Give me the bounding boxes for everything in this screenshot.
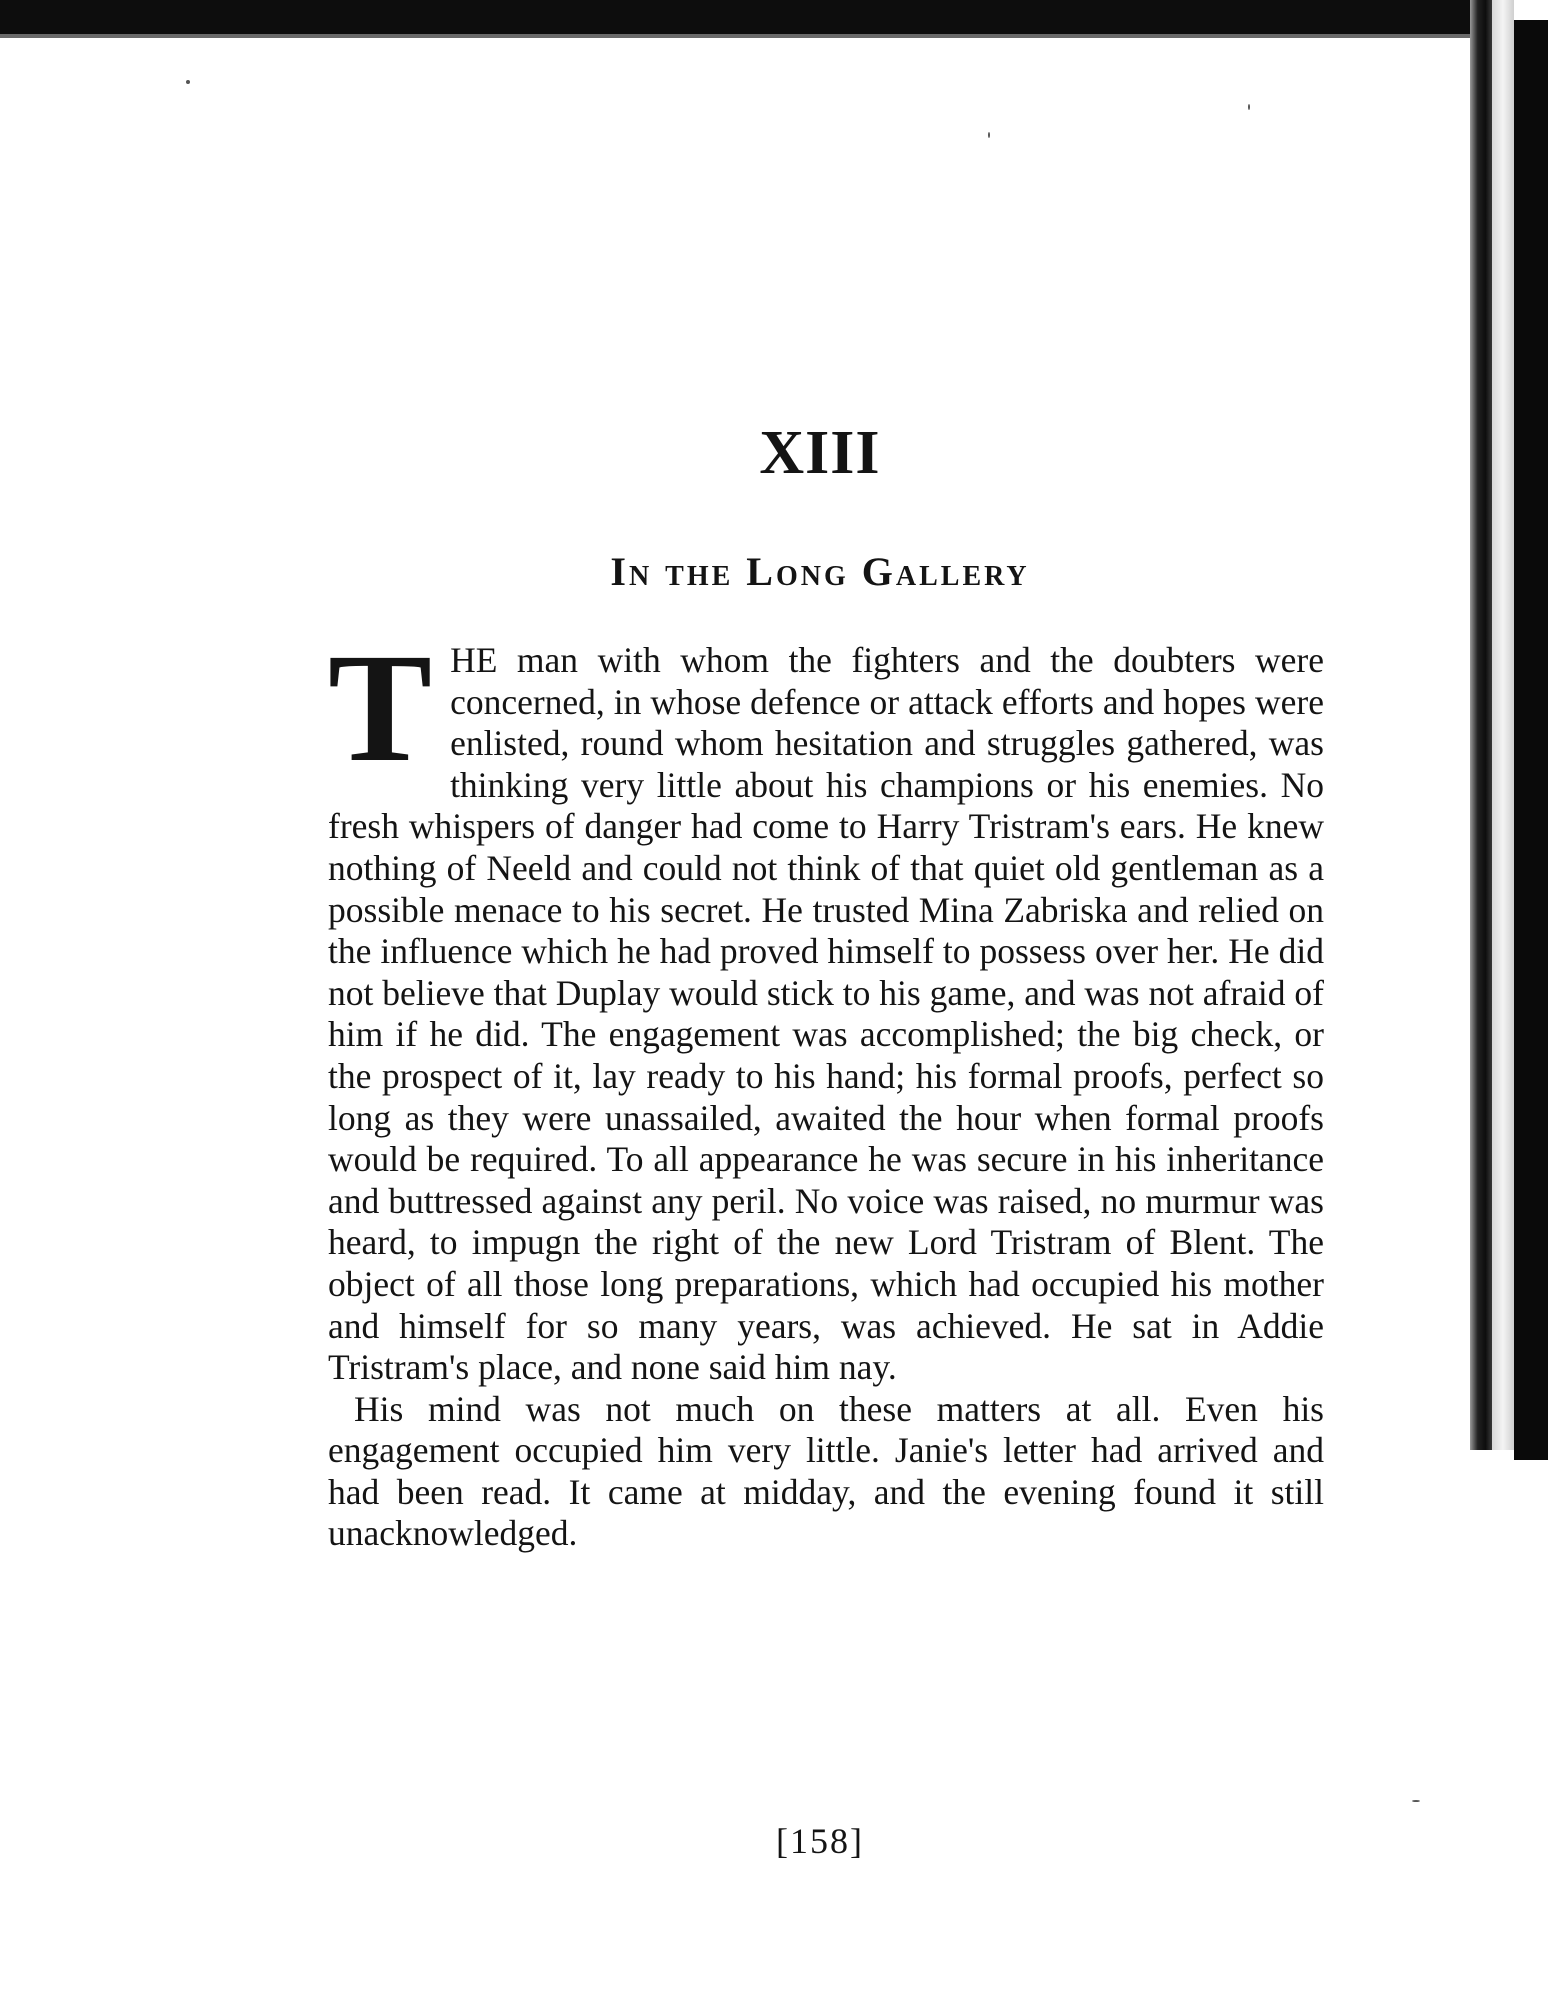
scan-speck bbox=[186, 80, 190, 84]
scan-top-edge bbox=[0, 0, 1470, 34]
paragraph-text: HE man with whom the fighters and the doubters were concerned, in whose defence or attack efforts and hopes were enlisted, round whom hesitation and struggles gathered, was thinking very little about his champions or his enemies. No fresh whispers of danger had come to Harry Tristram's ears. He knew nothing of Neeld and could not think of that quiet old gentleman as a possible menace to his secret. He trusted Mina Zabriska and relied on the influence which he had proved himself to possess over her. He did not believe that Duplay would stick to his game, and was not afraid of him if he did. The engagement was accomplished; the big check, or the prospect of it, lay ready to his hand; his formal proofs, perfect so long as they were unassailed, awaited the hour when formal proofs would be required. To all appearance he was secure in his inheritance and buttressed against any peril. No voice was raised, no murmur was heard, to impugn the right of the new Lord Tristram of Blent. The object of all those long preparations, which had occupied his mother and himself for so many years, was achieved. He sat in Addie Tristram's place, and none said him nay. bbox=[328, 640, 1324, 1388]
paragraph-text: His mind was not much on these matters at all. Even his engagement occupied him very little. Janie's letter had arrived and had been read. It came at midday, and the evening found it still unacknowledged. bbox=[328, 1388, 1324, 1554]
scan-right-binding bbox=[1514, 20, 1548, 1460]
scan-top-edge-shadow bbox=[0, 34, 1470, 38]
scan-right-edge-gap bbox=[1492, 0, 1514, 1450]
paragraph bbox=[328, 1389, 1324, 1555]
paragraph bbox=[328, 621, 1324, 1389]
chapter-number: XIII bbox=[759, 419, 881, 487]
drop-cap: T bbox=[328, 621, 433, 794]
scan-speck bbox=[1248, 104, 1250, 110]
chapter-body bbox=[328, 621, 1324, 1555]
scan-speck bbox=[988, 132, 990, 138]
scan-speck bbox=[1412, 1800, 1420, 1802]
scan-right-edge bbox=[1470, 0, 1492, 1450]
chapter-title: In the Long Gallery bbox=[610, 549, 1030, 594]
page-number: [158] bbox=[776, 1821, 864, 1861]
